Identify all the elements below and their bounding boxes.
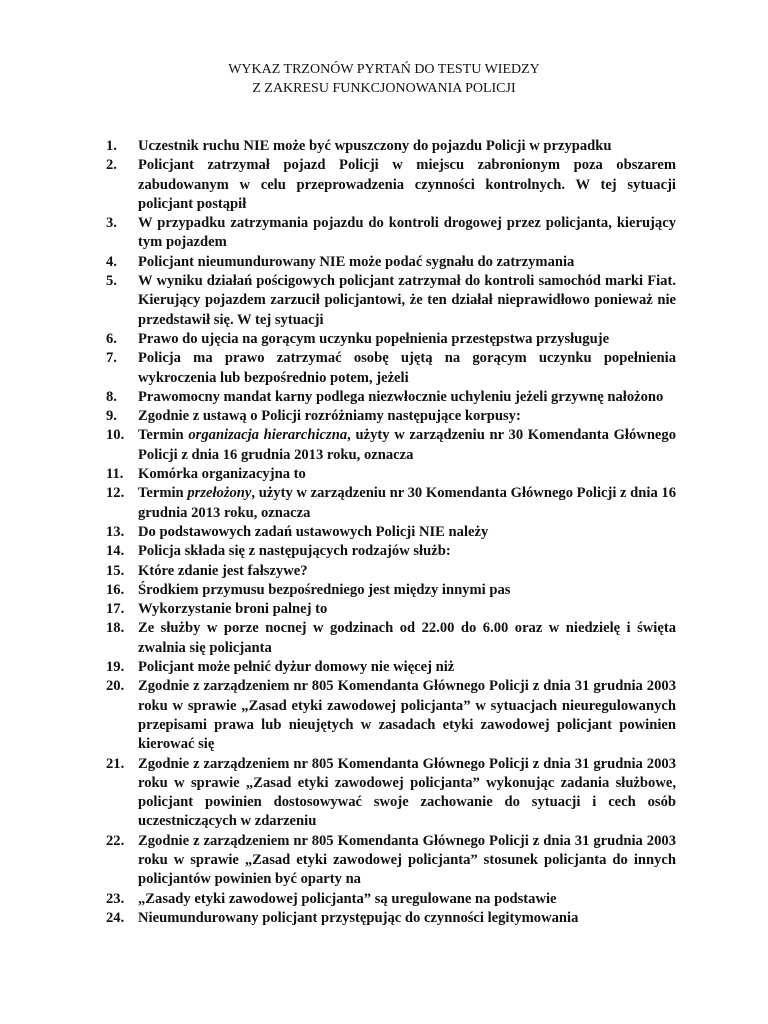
list-item bbox=[106, 658, 676, 677]
item-number: 14. bbox=[106, 543, 125, 560]
title-line-1: WYKAZ TRZONÓW PYRTAŃ DO TESTU WIEDZY bbox=[228, 62, 540, 77]
item-number: 15. bbox=[106, 562, 125, 579]
list-item bbox=[106, 677, 676, 754]
title-line-2: Z ZAKRESU FUNKCJONOWANIA POLICJI bbox=[252, 81, 516, 96]
item-text-post: , użyty w zarządzeniu nr 30 Komendanta Głównego Policji z dnia 16 grudnia 2013 roku, oznacza bbox=[138, 427, 677, 463]
item-text: Prawo do ujęcia na gorącym uczynku popełnienia przestępstwa przysługuje bbox=[138, 330, 610, 347]
item-text: Środkiem przymusu bezpośredniego jest między innymi pas bbox=[138, 581, 511, 598]
list-item bbox=[106, 156, 676, 214]
item-number: 20. bbox=[106, 678, 125, 695]
item-text: „Zasady etyki zawodowej policjanta” są uregulowane na podstawie bbox=[138, 890, 557, 907]
item-text: Uczestnik ruchu NIE może być wpuszczony do pojazdu Policji w przypadku bbox=[138, 138, 612, 154]
item-text: Nieumundurowany policjant przystępując do czynności legitymowania bbox=[138, 909, 579, 926]
item-text-italic: organizacja hierarchiczna bbox=[188, 427, 348, 444]
item-text: Policja składa się z następujących rodzajów służb: bbox=[138, 543, 451, 560]
item-text bbox=[138, 484, 676, 523]
item-text-pre: Termin bbox=[138, 485, 188, 502]
item-number: 16. bbox=[106, 581, 125, 598]
item-text bbox=[138, 426, 676, 465]
list-item bbox=[106, 909, 676, 928]
list-item bbox=[106, 890, 676, 909]
list-item bbox=[106, 755, 676, 832]
list-item bbox=[106, 562, 676, 581]
item-number: 4. bbox=[106, 253, 117, 270]
item-number: 1. bbox=[106, 138, 117, 154]
item-number: 5. bbox=[106, 273, 117, 290]
list-item bbox=[106, 542, 676, 561]
item-text: Zgodnie z zarządzeniem nr 805 Komendanta Głównego Policji z dnia 31 grudnia 2003 roku w sprawie „Zasad etyki zawodowej policjanta” stosunek policjanta do innych policjantów powinien być oparty na bbox=[138, 832, 676, 888]
item-number: 7. bbox=[106, 350, 117, 367]
item-number: 9. bbox=[106, 408, 117, 425]
item-text: Które zdanie jest fałszywe? bbox=[138, 562, 308, 579]
list-item bbox=[106, 388, 676, 407]
list-item bbox=[106, 600, 676, 619]
list-item bbox=[106, 253, 676, 272]
item-text-post: , użyty w zarządzeniu nr 30 Komendanta Głównego Policji z dnia 16 grudnia 2013 roku, oznacza bbox=[138, 485, 677, 521]
item-number: 23. bbox=[106, 890, 125, 907]
list-item bbox=[106, 619, 676, 658]
list-item bbox=[106, 214, 676, 253]
document-title bbox=[0, 60, 768, 98]
item-number: 2. bbox=[106, 157, 117, 174]
item-number: 21. bbox=[106, 755, 125, 772]
item-number: 11. bbox=[106, 466, 124, 483]
list-item bbox=[106, 523, 676, 542]
item-text: Policjant może pełnić dyżur domowy nie więcej niż bbox=[138, 659, 455, 676]
item-text: Zgodnie z zarządzeniem nr 805 Komendanta Głównego Policji z dnia 31 grudnia 2003 roku w sprawie „Zasad etyki zawodowej policjanta” w sytuacjach nieuregulowanych przepisami prawa lub nieujętych w zasadach etyki zawodowej policjant powinien kierować się bbox=[138, 678, 676, 753]
item-number: 3. bbox=[106, 215, 117, 232]
item-number: 8. bbox=[106, 388, 117, 405]
item-text: Zgodnie z ustawą o Policji rozróżniamy następujące korpusy: bbox=[138, 408, 521, 425]
item-text: Policjant nieumundurowany NIE może podać sygnału do zatrzymania bbox=[138, 253, 575, 270]
list-item bbox=[106, 581, 676, 600]
list-item bbox=[106, 426, 676, 465]
item-number: 18. bbox=[106, 620, 125, 637]
list-item bbox=[106, 330, 676, 349]
item-text: W wyniku działań pościgowych policjant zatrzymał do kontroli samochód marki Fiat. Kierujący pojazdem zarzucił policjantowi, że ten działał nieprawidłowo ponieważ nie przedstawił się. W tej sytuacji bbox=[138, 273, 676, 328]
item-text: Policjant zatrzymał pojazd Policji w miejscu zabronionym poza obszarem zabudowanym w celu przeprowadzenia czynności kontrolnych. W tej sytuacji policjant postąpił bbox=[138, 157, 676, 212]
item-text: Policja ma prawo zatrzymać osobę ujętą na gorącym uczynku popełnienia wykroczenia lub bezpośrednio potem, jeżeli bbox=[138, 350, 676, 386]
item-number: 17. bbox=[106, 601, 125, 618]
list-item bbox=[106, 832, 676, 890]
item-number: 10. bbox=[106, 427, 125, 444]
item-text: Ze służby w porze nocnej w godzinach od 22.00 do 6.00 oraz w niedzielę i święta zwalnia się policjanta bbox=[138, 620, 676, 656]
item-number: 13. bbox=[106, 523, 125, 540]
item-number: 24. bbox=[106, 909, 125, 926]
list-item bbox=[106, 349, 676, 388]
item-text: Zgodnie z zarządzeniem nr 805 Komendanta Głównego Policji z dnia 31 grudnia 2003 roku w sprawie „Zasad etyki zawodowej policjanta” wykonując zadania służbowe, policjant powinien dostosowywać swoje zachowanie do sytuacji i cech osób uczestniczących w zdarzeniu bbox=[138, 755, 676, 830]
list-item bbox=[106, 272, 676, 330]
list-item bbox=[106, 407, 676, 426]
list-item bbox=[106, 484, 676, 523]
list-item bbox=[106, 465, 676, 484]
item-text: Komórka organizacyjna to bbox=[138, 466, 306, 483]
item-text: W przypadku zatrzymania pojazdu do kontroli drogowej przez policjanta, kierujący tym pojazdem bbox=[138, 215, 676, 251]
list-item bbox=[106, 137, 676, 156]
item-number: 6. bbox=[106, 330, 117, 347]
item-text-italic: przełożony bbox=[187, 485, 252, 502]
item-text: Do podstawowych zadań ustawowych Policji NIE należy bbox=[138, 523, 489, 540]
item-text-pre: Termin bbox=[138, 427, 189, 444]
item-text: Wykorzystanie broni palnej to bbox=[138, 601, 328, 618]
item-number: 19. bbox=[106, 659, 125, 676]
item-number: 22. bbox=[106, 832, 125, 849]
item-number: 12. bbox=[106, 485, 125, 502]
question-list bbox=[106, 137, 676, 928]
item-text: Prawomocny mandat karny podlega niezwłocznie uchyleniu jeżeli grzywnę nałożono bbox=[138, 388, 664, 405]
